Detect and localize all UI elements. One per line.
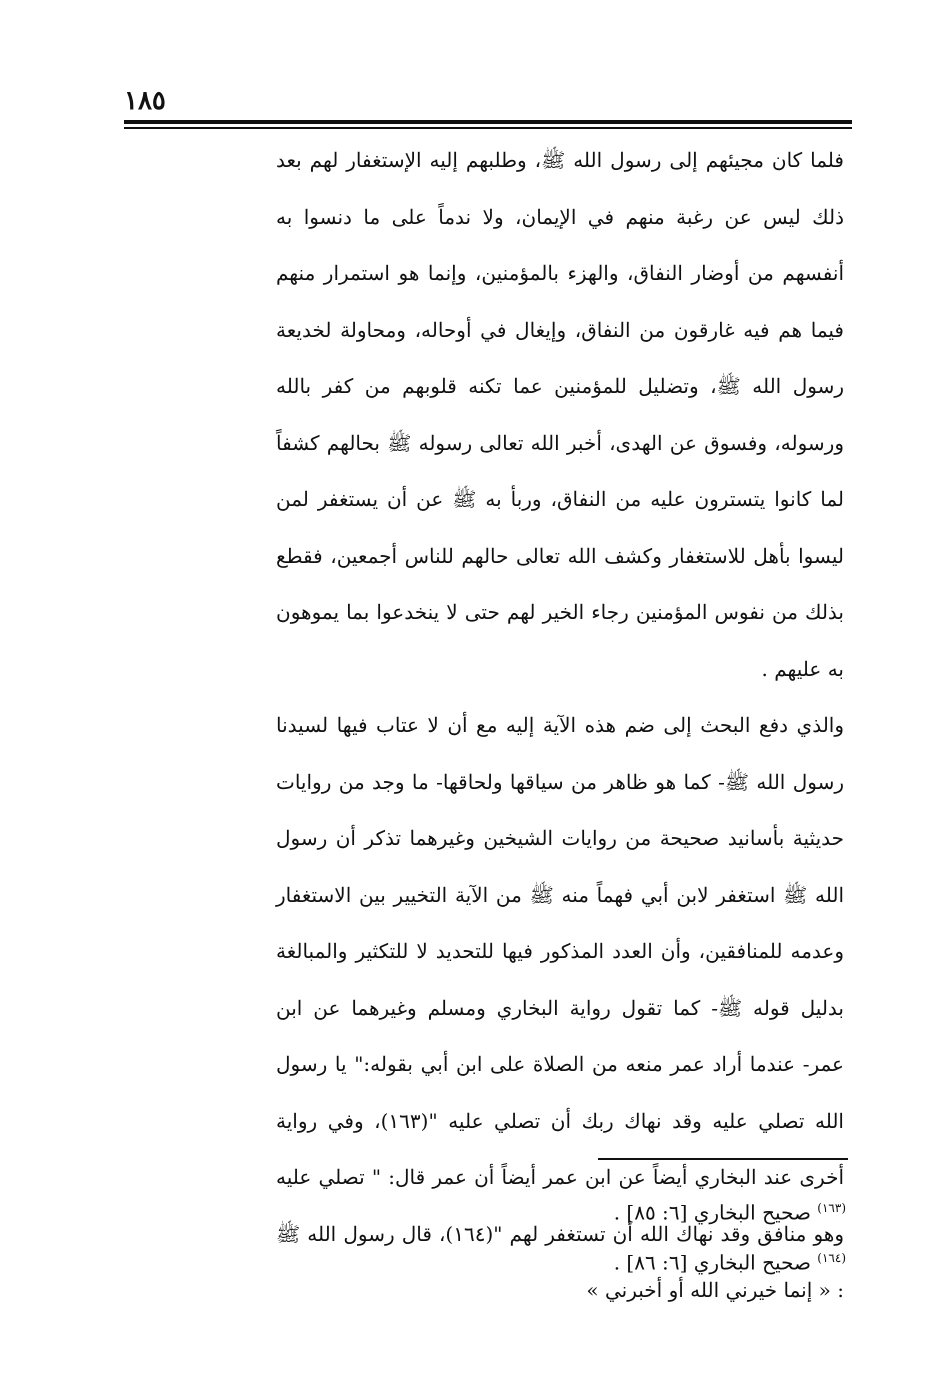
main-text xyxy=(276,132,844,1319)
footnotes xyxy=(300,1186,846,1285)
header-rule xyxy=(124,120,852,124)
paragraph: والذي دفع البحث إلى ضم هذه الآية إليه مع أن لا عتاب فيها لسيدنا رسول الله ﷺ- كما هو ظاهر من سياقها ولحاقها- ما وجد من روايات حديثية بأسانيد صحيحة من روايات الشيخين وغيرهما تذكر أن رسول الله ﷺ استغفر لابن أبي فهماً منه ﷺ من الآية التخيير بين الاستغفار وعدمه للمنافقين، وأن العدد المذكور فيها للتحديد لا للتكثير والمبالغة بدليل قوله ﷺ- كما تقول رواية البخاري ومسلم وغيرهما عن ابن عمر- عندما أراد عمر منعه من الصلاة على ابن أبي بقوله:" يا رسول الله تصلي عليه وقد نهاك ربك أن تصلي عليه "(١٦٣)، وفي رواية أخرى عند البخاري أيضاً عن ابن عمر أيضاً أن عمر قال: " تصلي عليه وهو منافق وقد نهاك الله أن تستغفر لهم "(١٦٤)، قال رسول الله ﷺ : « إنما خيرني الله أو أخبرني » xyxy=(276,713,844,1302)
footnote-163 xyxy=(300,1186,846,1236)
header-rule-thin xyxy=(124,127,852,129)
footnote-mark: (١٦٤) xyxy=(817,1250,846,1265)
page-number: ١٨٥ xyxy=(124,86,166,116)
footnote-text: صحيح البخاري [٦: ٨٦] . xyxy=(613,1250,811,1275)
footnote-text: صحيح البخاري [٦: ٨٥] . xyxy=(613,1200,811,1225)
paragraph: فلما كان مجيئهم إلى رسول الله ﷺ، وطلبهم إليه الإستغفار لهم بعد ذلك ليس عن رغبة منهم في الإيمان، ولا ندماً على ما دنسوا به أنفسهم من أوضار النفاق، والهزء بالمؤمنين، وإنما هو استمرار منهم فيما هم فيه غارقون من النفاق، وإيغال في أوحاله، ومحاولة لخديعة رسول الله ﷺ، وتضليل للمؤمنين عما تكنه قلوبهم من كفر بالله ورسوله، وفسوق عن الهدى، أخبر الله تعالى رسوله ﷺ بحالهم كشفاً لما كانوا يتسترون عليه من النفاق، وربأ به ﷺ عن أن يستغفر لمن ليسوا بأهل للاستغفار وكشف الله تعالى حالهم للناس أجمعين، فقطع بذلك من نفوس المؤمنين رجاء الخير لهم حتى لا ينخدعوا بما يموهون به عليهم . xyxy=(276,148,844,681)
footnote-164 xyxy=(300,1236,846,1286)
footnote-mark: (١٦٣) xyxy=(817,1201,846,1215)
footnote-separator xyxy=(598,1158,848,1160)
